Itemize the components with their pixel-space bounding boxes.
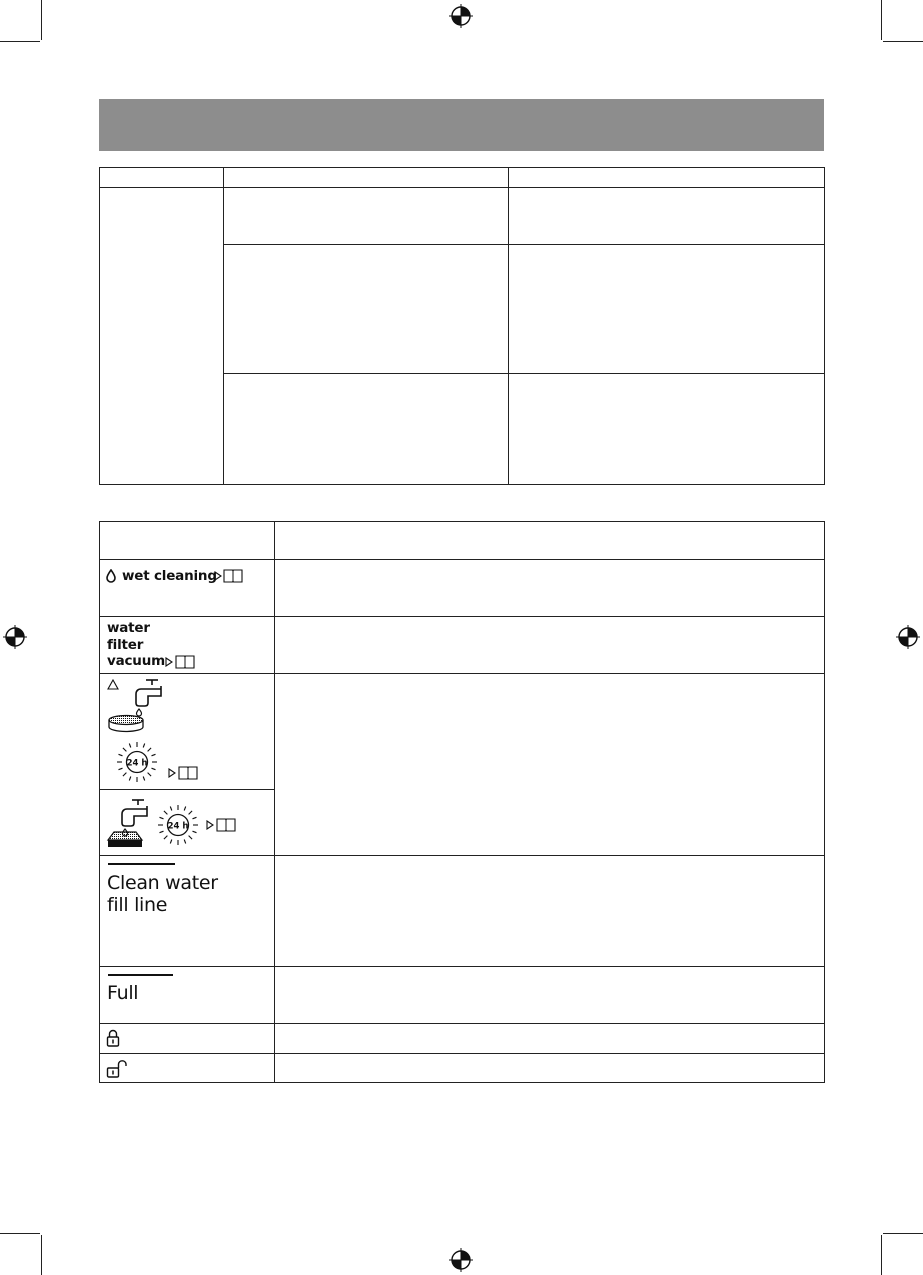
table-cell [224,168,509,188]
flat-filter-icon [106,830,144,850]
table-row [100,188,825,245]
arrow-right-icon [206,820,214,830]
dry-24h-icon [116,741,158,783]
table-cell [275,967,825,1024]
fill-line-label: fill line [107,894,168,916]
vacuum-label: vacuum [107,653,166,669]
table-cell [224,188,509,245]
table-row [100,1054,825,1083]
tap-icon [126,677,162,717]
manual-book-icon [178,765,198,780]
table-cell [275,617,825,674]
table-row [100,856,825,967]
table-row [100,1024,825,1054]
dry-24h-icon [157,804,199,846]
registration-mark-icon [3,625,27,649]
registration-mark-icon [896,625,920,649]
clean-water-label: Clean water [107,872,218,894]
symbol-cell-locked [100,1024,275,1054]
crop-mark [41,0,42,40]
table-header-row [100,522,825,560]
table-row [100,967,825,1024]
symbol-cell-full [100,967,275,1024]
table-cell [275,856,825,967]
table-cell [100,168,224,188]
arrow-right-icon [165,657,173,667]
table-header-row [100,168,825,188]
water-drop-icon [106,569,116,583]
table-cell [509,168,825,188]
wet-cleaning-label: wet cleaning [122,568,217,584]
troubleshooting-table [99,167,825,485]
padlock-closed-icon [106,1029,120,1047]
registration-mark-icon [449,1248,473,1272]
round-filter-icon [107,714,145,734]
crop-mark [883,41,923,42]
table-cell [224,374,509,485]
fill-line-marker [108,863,175,865]
table-cell [275,1024,825,1054]
table-cell [275,674,825,856]
arrow-right-icon [168,768,176,778]
full-label: Full [107,982,139,1004]
table-row [100,617,825,674]
full-line-marker [108,974,173,976]
timer-text: 24 h [126,758,148,769]
warning-triangle-icon [107,679,119,690]
filter-label: filter [107,637,144,653]
symbol-cell-unlocked [100,1054,275,1083]
arrow-right-icon [214,571,222,581]
timer-text: 24 h [167,821,189,832]
crop-mark [883,1233,923,1234]
table-cell [509,374,825,485]
symbol-cell-water-filter-vacuum [100,617,275,674]
crop-mark [0,1233,40,1234]
table-cell [509,245,825,374]
section-header-bar [99,99,824,151]
symbol-cell-filter-rinse-dry [100,674,275,790]
symbol-cell-flat-filter-rinse-dry [100,790,275,856]
symbol-cell-wet-cleaning [100,560,275,617]
table-row [100,560,825,617]
symbol-cell-clean-water-fill-line [100,856,275,967]
table-cell [100,188,224,485]
manual-book-icon [223,568,243,583]
table-cell [275,560,825,617]
symbols-table [99,521,825,1083]
crop-mark [41,1235,42,1275]
padlock-open-icon [106,1058,130,1078]
water-label: water [107,620,150,636]
crop-mark [881,0,882,40]
table-cell [509,188,825,245]
table-cell [224,245,509,374]
table-row [100,674,825,790]
registration-mark-icon [449,4,473,28]
table-cell [275,1054,825,1083]
table-cell [275,522,825,560]
manual-book-icon [216,817,236,832]
crop-mark [881,1235,882,1275]
table-cell [100,522,275,560]
manual-book-icon [175,654,195,669]
crop-mark [0,41,40,42]
